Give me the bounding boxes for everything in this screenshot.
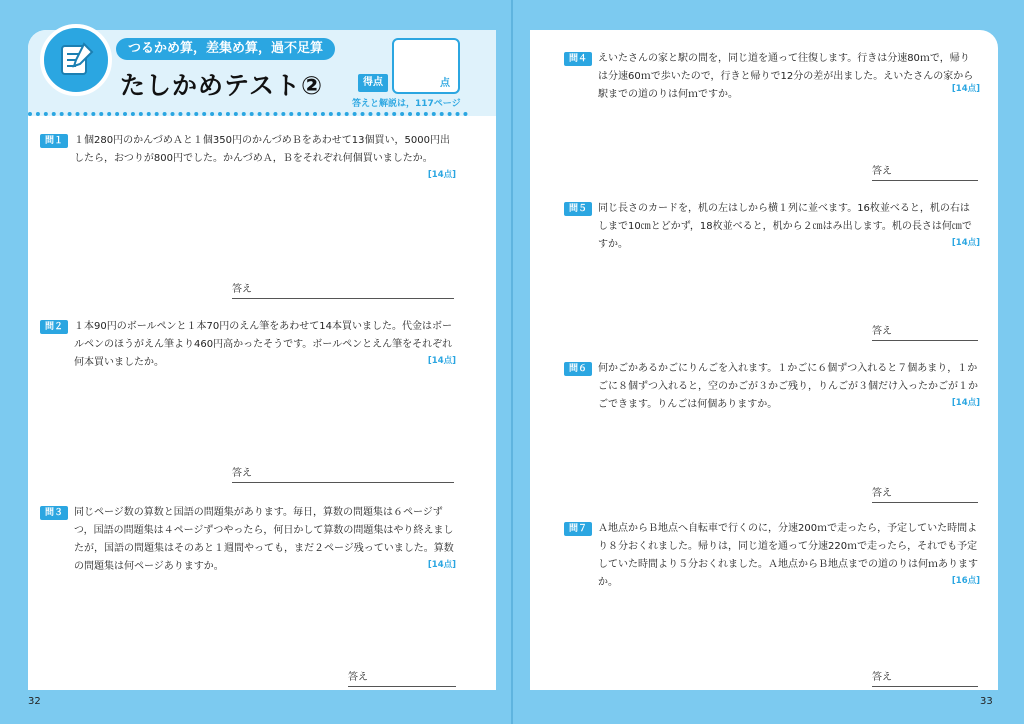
question-1 xyxy=(40,134,456,194)
question-points: [16点] xyxy=(951,576,980,586)
answer-line[interactable] xyxy=(232,468,454,483)
question-text: えいたさんの家と駅の間を，同じ道を通って往復します。行きは分速80ｍで，帰りは分速60ｍで歩いたので，行きと帰りで12分の差が出ました。えいたさんの家から駅までの道のりは何ｍですか。 xyxy=(598,53,974,100)
answer-label: 答え xyxy=(872,166,892,177)
question-badge: 問７ xyxy=(564,522,592,536)
question-text: １本90円のボールペンと１本70円のえん筆をあわせて14本買いました。代金はボールペンのほうがえん筆より460円高かったそうです。ボールペンとえん筆をそれぞれ何本買いましたか。 xyxy=(74,321,453,368)
question-badge: 問２ xyxy=(40,320,68,334)
spread-divider xyxy=(511,0,513,724)
question-points: [14点] xyxy=(951,398,980,408)
question-5 xyxy=(564,202,980,262)
answer-label: 答え xyxy=(872,488,892,499)
topic-pill: つるかめ算，差集め算，過不足算 xyxy=(116,38,335,60)
dotted-divider xyxy=(28,112,468,116)
score-label: 得点 xyxy=(358,74,388,92)
answer-label: 答え xyxy=(232,468,252,479)
answer-line[interactable] xyxy=(872,672,978,687)
question-text: 同じページ数の算数と国語の問題集があります。毎日，算数の問題集は６ページずつ，国語の問題集は４ページずつやったら，何日かして算数の問題集はやり終えましたが，国語の問題集はそのあと１週間やっても，まだ２ページ残っていました。算数の問題集は何ページありますか。 xyxy=(74,507,454,572)
answer-label: 答え xyxy=(232,284,252,295)
question-4 xyxy=(564,52,980,112)
question-points: [14点] xyxy=(427,560,456,570)
question-7 xyxy=(564,522,980,592)
question-points: [14点] xyxy=(427,356,456,366)
question-3 xyxy=(40,506,456,576)
page-number-left: 32 xyxy=(28,696,41,707)
page-number-right: 33 xyxy=(980,696,993,707)
notebook-pencil-icon xyxy=(40,24,112,96)
question-points: [14点] xyxy=(427,170,456,180)
question-points: [14点] xyxy=(951,238,980,248)
question-badge: 問６ xyxy=(564,362,592,376)
answer-reference: 答えと解説は，117ページ xyxy=(352,99,461,109)
question-text: １個280円のかんづめＡと１個350円のかんづめＢをあわせて13個買い，5000円出したら，おつりが800円でした。かんづめＡ，Ｂをそれぞれ何個買いましたか。 xyxy=(74,135,450,164)
question-text: Ａ地点からＢ地点へ自転車で行くのに，分速200ｍで走ったら，予定していた時間より８分おくれました。帰りは，同じ道を通って分速220ｍで走ったら，それでも予定していた時間より５分おくれました。Ａ地点からＢ地点までの道のりは何ｍありますか。 xyxy=(598,523,978,588)
answer-line[interactable] xyxy=(872,488,978,503)
answer-label: 答え xyxy=(348,672,368,683)
question-badge: 問４ xyxy=(564,52,592,66)
question-2 xyxy=(40,320,456,380)
question-text: 何かごかあるかごにりんごを入れます。１かごに６個ずつ入れると７個あまり，１かごに８個ずつ入れると，空のかごが３かご残り，りんごが３個だけ入ったかごが１かごできます。りんごは何個ありますか。 xyxy=(598,363,978,410)
question-badge: 問３ xyxy=(40,506,68,520)
question-badge: 問１ xyxy=(40,134,68,148)
question-text: 同じ長さのカードを，机の左はしから横１列に並べます。16枚並べると，机の右はしまで10㎝とどかず，18枚並べると，机から２㎝はみ出します。机の長さは何㎝ですか。 xyxy=(598,203,972,250)
question-6 xyxy=(564,362,980,422)
page-title: たしかめテスト② xyxy=(120,71,324,100)
answer-line[interactable] xyxy=(348,672,456,687)
answer-line[interactable] xyxy=(872,326,978,341)
answer-line[interactable] xyxy=(872,166,978,181)
answer-label: 答え xyxy=(872,672,892,683)
score-unit: 点 xyxy=(440,78,450,89)
answer-line[interactable] xyxy=(232,284,454,299)
answer-label: 答え xyxy=(872,326,892,337)
question-points: [14点] xyxy=(951,84,980,94)
question-badge: 問５ xyxy=(564,202,592,216)
